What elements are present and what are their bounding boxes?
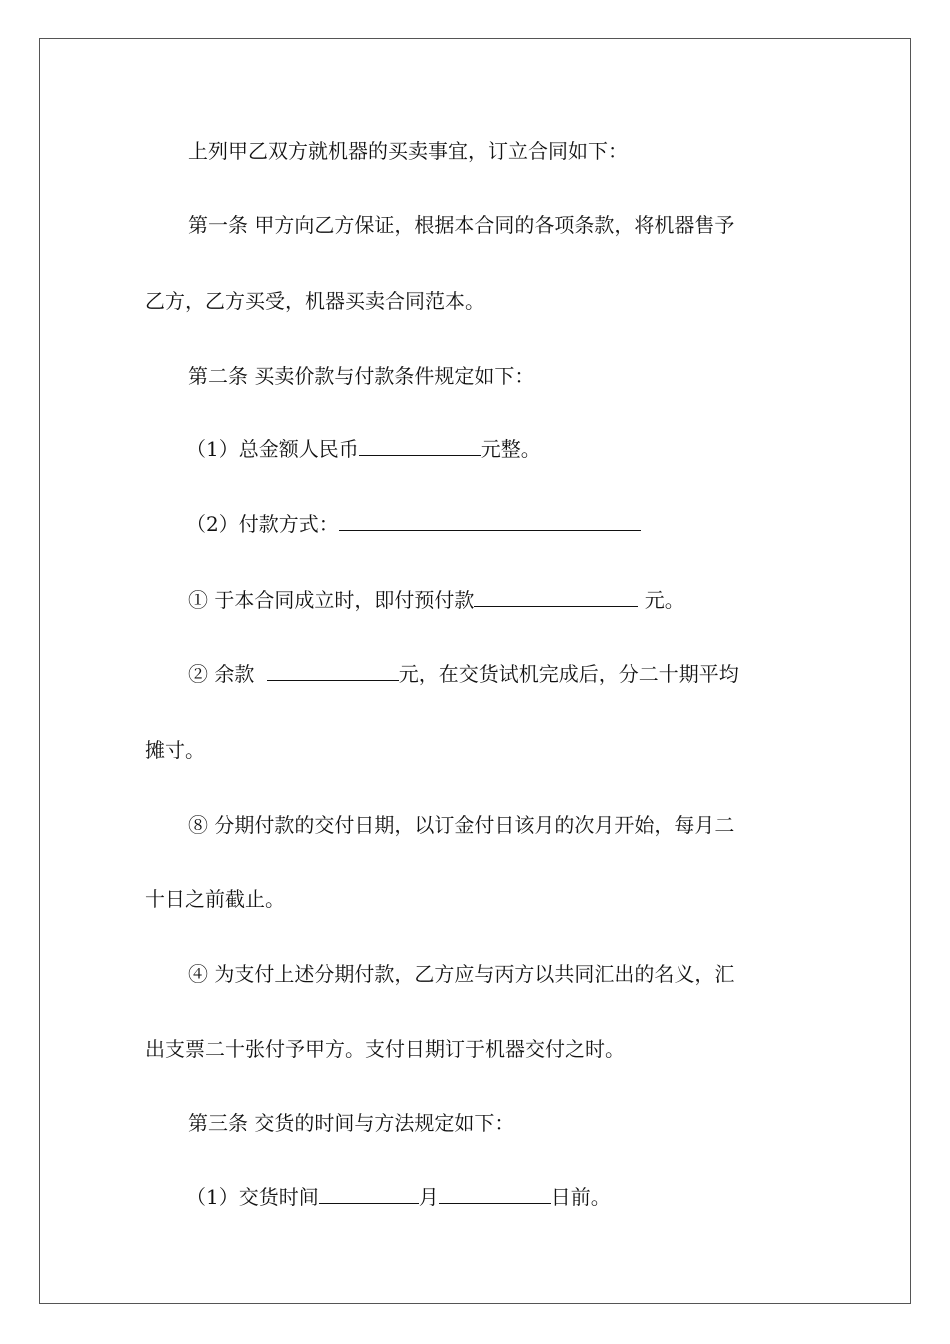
sub-item-1-prepayment: [188, 588, 685, 612]
item-2-payment-method: [186, 512, 641, 536]
sub-item-1-prefix: ① 于本合同成立时，即付预付款: [188, 588, 475, 612]
prepayment-blank[interactable]: [474, 588, 638, 607]
delivery-suffix: 日前。: [550, 1185, 611, 1209]
balance-blank[interactable]: [267, 662, 399, 681]
contract-intro: 上列甲乙双方就机器的买卖事宜，订立合同如下：: [188, 139, 628, 163]
delivery-time-line: [186, 1185, 611, 1209]
sub-item-4-line-2: 出支票二十张付予甲方。支付日期订于机器交付之时。: [145, 1037, 625, 1061]
sub-item-2-line-2: 摊寸。: [145, 738, 205, 762]
sub-item-4-line-1: ④ 为支付上述分期付款，乙方应与丙方以共同汇出的名义，汇: [188, 962, 735, 986]
article-1-line-1: 第一条 甲方向乙方保证，根据本合同的各项条款，将机器售予: [188, 213, 735, 237]
sub-item-2-suffix: 元，在交货试机完成后，分二十期平均: [398, 662, 739, 686]
delivery-month-blank[interactable]: [319, 1185, 419, 1204]
sub-item-2-prefix: ② 余款: [188, 662, 261, 686]
delivery-day-blank[interactable]: [439, 1185, 551, 1204]
total-amount-blank[interactable]: [359, 437, 481, 456]
sub-item-3-line-2: 十日之前截止。: [145, 887, 285, 911]
delivery-prefix: （1）交货时间: [186, 1185, 319, 1209]
item-1-prefix: （1）总金额人民币: [186, 437, 359, 461]
item-2-prefix: （2）付款方式：: [186, 512, 339, 536]
article-1-line-2: 乙方，乙方买受，机器买卖合同范本。: [145, 289, 485, 313]
sub-item-2-balance: [188, 662, 739, 686]
item-1-suffix: 元整。: [480, 437, 541, 461]
delivery-month-label: 月: [418, 1185, 439, 1209]
article-3-heading: 第三条 交货的时间与方法规定如下：: [188, 1111, 515, 1135]
item-1-total-amount: [186, 437, 541, 461]
article-2-heading: 第二条 买卖价款与付款条件规定如下：: [188, 364, 535, 388]
payment-method-blank[interactable]: [339, 512, 641, 531]
sub-item-3-line-1: ⑧ 分期付款的交付日期，以订金付日该月的次月开始，每月二: [188, 813, 735, 837]
sub-item-1-suffix: 元。: [638, 588, 685, 612]
